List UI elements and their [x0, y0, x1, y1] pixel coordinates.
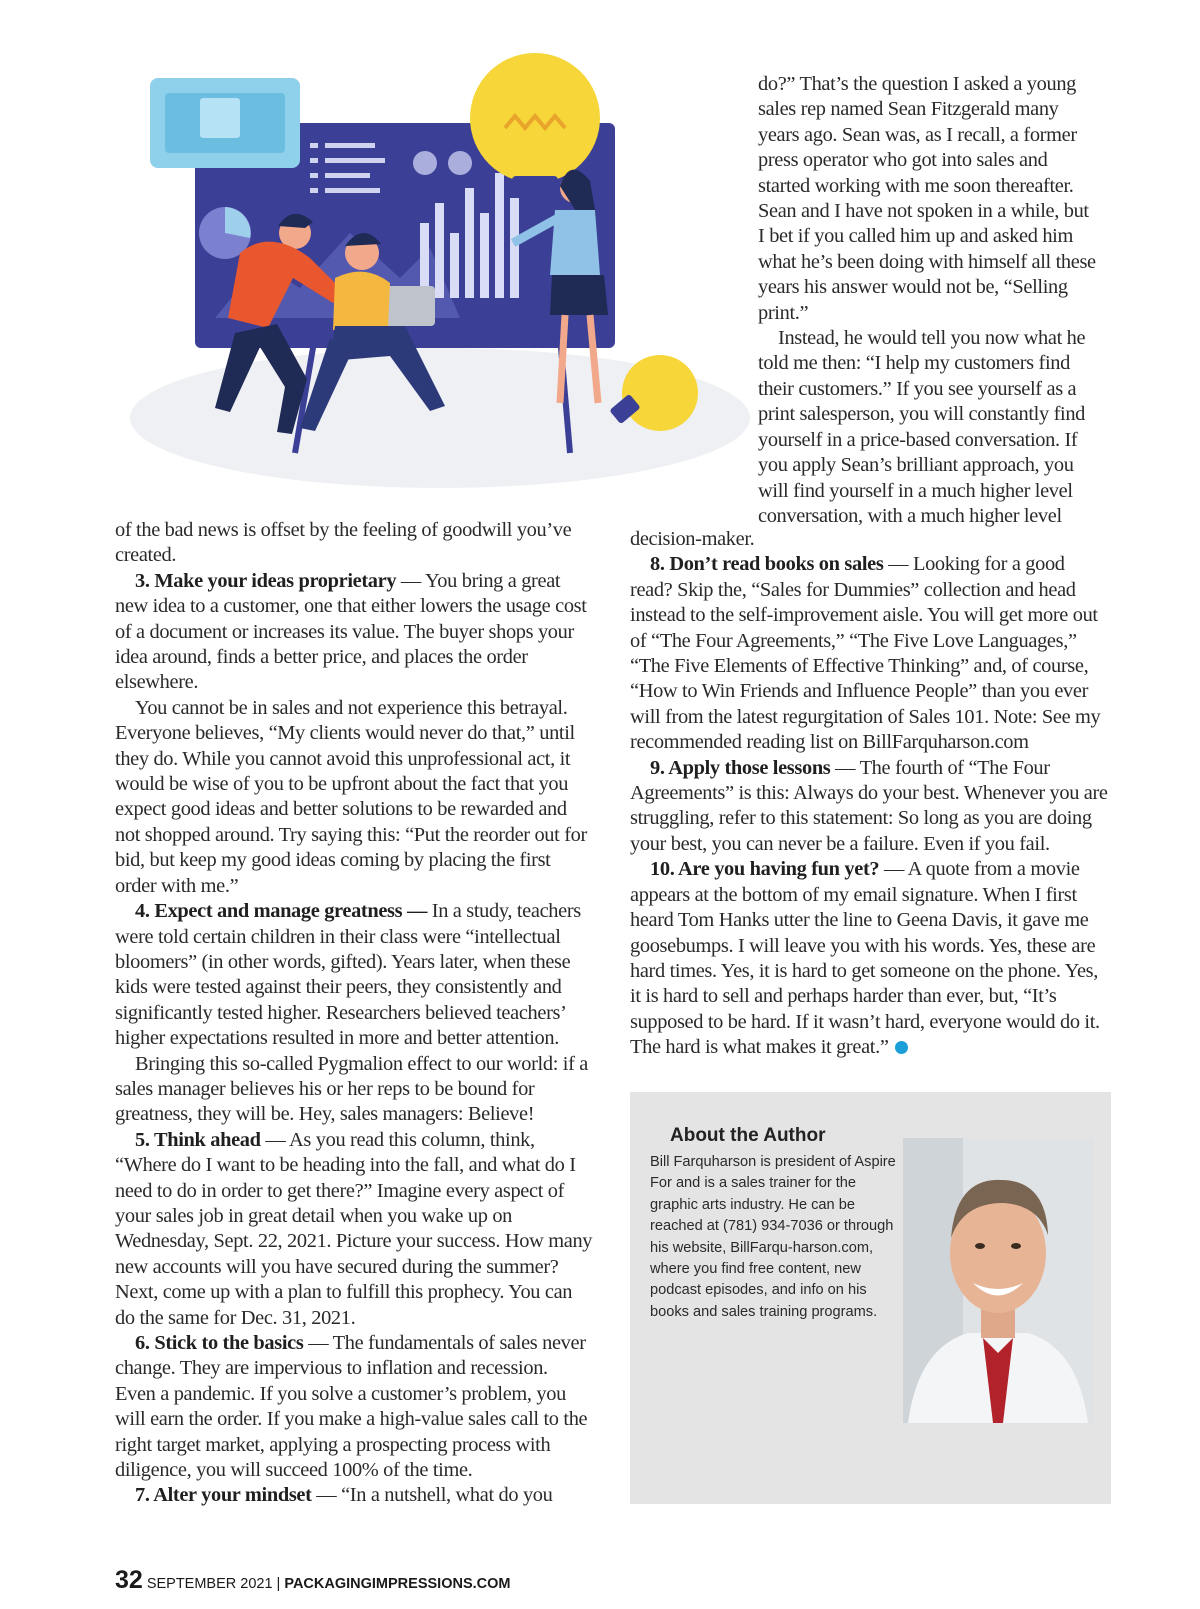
author-heading: About the Author — [670, 1125, 826, 1146]
page-number: 32 — [115, 1566, 143, 1594]
tip-body: — Looking for a good read? Skip the, “Sales for Dummies” collection and head instead to the self-improvement aisle. You will get more out of “The Four Agreements,” “The Five Love Languages,” “The Five Elements of Effective Thinking” and, of course, “How to Win Friends and Influence People” than you ever will from the latest regurgitation of Sales 101. Note: See my recommended reading list on BillFarquharson.com — [630, 553, 1101, 754]
teamwork-illustration — [120, 48, 760, 488]
end-of-article-dot — [895, 1041, 908, 1054]
tip-3 — [115, 569, 593, 696]
left-column — [115, 518, 593, 1509]
paragraph: You cannot be in sales and not experience this betrayal. Everyone believes, “My clients would never do that,” until they do. While you cannot avoid this unprofessional act, it would be wise of you to be upfront about the fact that you expect good ideas and better solutions to be rewarded and not shopped around. Try saying this: “Put the reorder out for bid, but keep my good ideas coming by placing the first order with me.” — [115, 696, 587, 897]
tip-5 — [115, 1128, 593, 1331]
tip-body: — You bring a great new idea to a customer, one that either lowers the usage cost of a document or increases its value. The buyer shops your idea around, finds a better price, and places the order elsewhere. — [115, 569, 587, 694]
author-photo — [903, 1138, 1094, 1423]
tip-heading: 3. Make your ideas proprietary — [135, 569, 397, 592]
tip-heading: 10. Are you having fun yet? — [650, 858, 880, 881]
tip-6 — [115, 1331, 593, 1483]
tip-body: — A quote from a movie appears at the bottom of my email signature. When I first heard Tom Hanks utter the line to Geena Davis, it gave me goosebumps. I will leave you with his words. Yes, these are hard times. Yes, it is hard to get someone on the phone. Yes, it is hard to sell and perhaps harder than ever, but, “It’s supposed to be hard. If it wasn’t hard, everyone would do it. The hard is what makes it great.” — [630, 858, 1100, 1059]
tip-body: In a study, teachers were told certain children in their class were “intellectual bloomers” (in other words, gifted). Years later, when these kids were tested against their peers, they consistently and significantly tested higher. Researchers believed teachers’ higher expectations resulted in more and better attention. — [115, 900, 581, 1050]
tip-body: — The fundamentals of sales never change. They are impervious to inflation and recession. Even a pandemic. If you solve a customer’s problem, you will earn the order. If you make a high-value sales call to the right target market, applying a prospecting process with diligence, you will succeed 100% of the time. — [115, 1332, 588, 1482]
right-column-top — [758, 72, 1098, 529]
paragraph: do?” That’s the question I asked a young sales rep named Sean Fitzgerald many years ago. Sean was, as I recall, a former press operator who got into sales and started working with me soon thereafter. Sean and I have not spoken in a while, but I bet if you called him up and asked him what he’s been doing with himself all these years his answer would not be, “Selling print.” — [758, 73, 1096, 324]
paragraph: Bringing this so-called Pygmalion effect to our world: if a sales manager believes his or her reps to be bound for greatness, they will be. Hey, sales managers: Believe! — [115, 1052, 588, 1126]
tip-10 — [630, 857, 1110, 1060]
paragraph: Instead, he would tell you now what he told me then: “I help my customers find their customers.” If you see yourself as a print salesperson, you will constantly find yourself in a price-based conversation. If you apply Sean’s brilliant approach, you will find yourself in a much higher level conversation, with a much higher level — [758, 327, 1086, 527]
tip-heading: 9. Apply those lessons — [650, 756, 831, 779]
tip-heading: 5. Think ahead — [135, 1128, 261, 1151]
tip-body: — As you read this column, think, “Where do I want to be heading into the fall, and what do I need to do in order to get there?” Imagine every aspect of your sales job in great detail when you wake up on Wednesday, Sept. 22, 2021. Picture your success. How many new accounts will you have secured during the summer? Next, come up with a plan to fulfill this prophecy. You can do the same for Dec. 31, 2021. — [115, 1128, 593, 1329]
tip-heading: 6. Stick to the basics — [135, 1332, 304, 1354]
tip-4 — [115, 899, 593, 1051]
issue-date: SEPTEMBER 2021 | — [146, 1576, 285, 1592]
paragraph: decision-maker. — [630, 528, 755, 550]
tip-7 — [115, 1483, 593, 1508]
publication-site: PACKAGINGIMPRESSIONS.COM — [284, 1576, 511, 1592]
tip-heading: 8. Don’t read books on sales — [650, 553, 884, 576]
author-bio: Bill Farquharson is president of Aspire For and is a sales trainer for the graphic arts industry. He can be reached at (781) 934-7036 or through his website, BillFarqu-harson.com, where you find free content, new podcast episodes, and info on his books and sales training programs. — [650, 1154, 896, 1320]
chat-window-card — [150, 78, 300, 168]
tip-body: — “In a nutshell, what do you — [311, 1484, 553, 1507]
tip-9 — [630, 756, 1110, 858]
about-the-author-box — [630, 1092, 1111, 1504]
tip-body: — The fourth of “The Four Agreements” is this: Always do your best. Whenever you are struggling, refer to this statement: So long as you are doing your best, you can never be a failure. Even if you fail. — [630, 756, 1108, 855]
tip-heading: 7. Alter your mindset — [135, 1484, 312, 1507]
tip-heading: 4. Expect and manage greatness — — [135, 900, 428, 923]
page-footer — [115, 1566, 510, 1595]
tip-8 — [630, 552, 1110, 755]
right-column — [630, 527, 1110, 1061]
paragraph: of the bad news is offset by the feeling of goodwill you’ve created. — [115, 519, 572, 567]
